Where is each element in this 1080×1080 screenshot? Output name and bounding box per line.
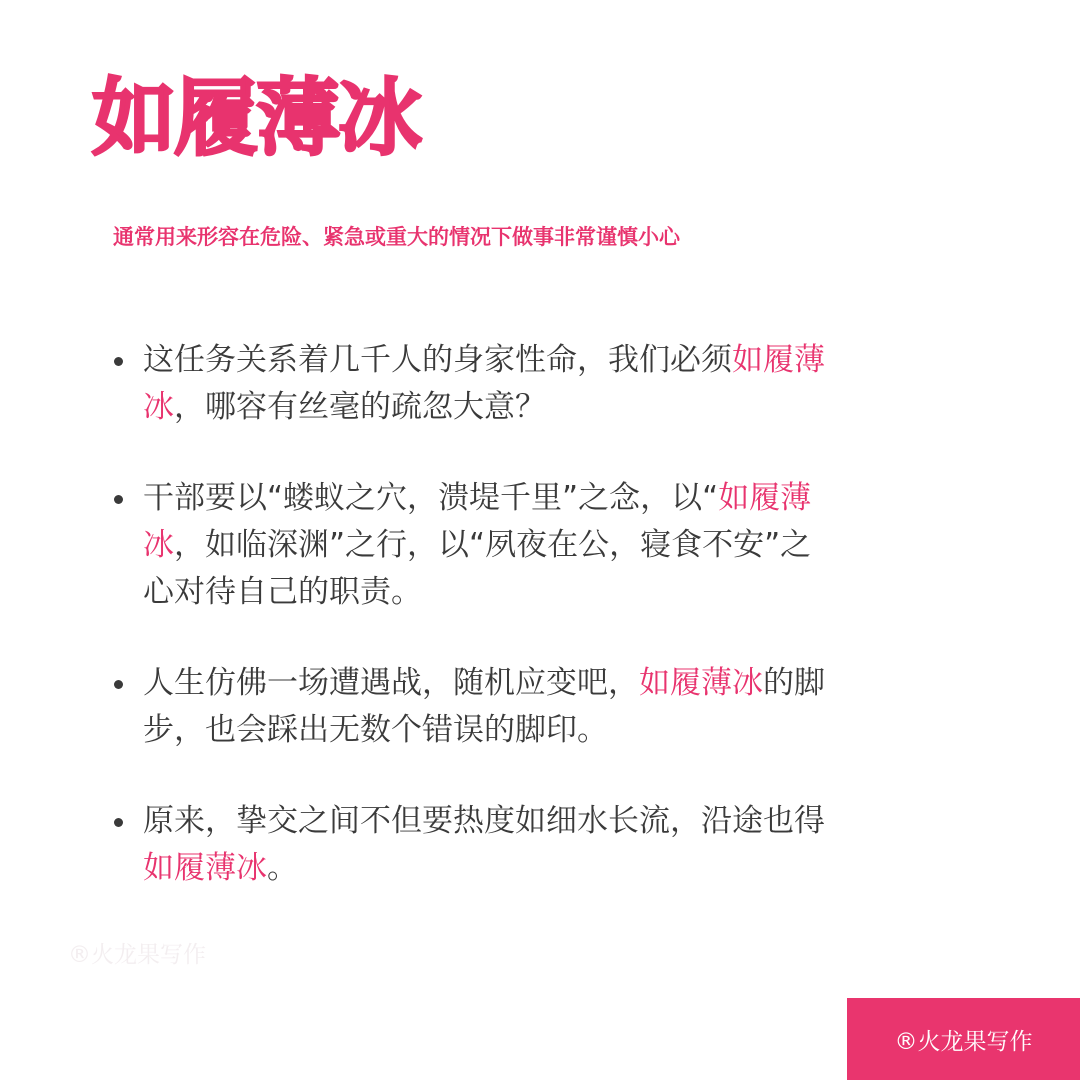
idiom-title: 如履薄冰 xyxy=(92,69,421,167)
brand-badge xyxy=(847,998,1080,1080)
example-text-before: 原来，挚交之间不但要热度如细水长流，沿途也得 xyxy=(143,803,825,839)
example-highlight: 如履薄冰 xyxy=(143,850,267,886)
example-sentence xyxy=(110,798,840,892)
bullet-dot-icon xyxy=(114,495,123,504)
example-sentence xyxy=(110,475,840,616)
faint-watermark: ®火龙果写作 xyxy=(68,942,206,968)
example-text-after: ，如临深渊”之行，以“夙夜在公，寝食不安”之心对待自己的职责。 xyxy=(143,527,812,610)
example-text-after: ，哪容有丝毫的疏忽大意？ xyxy=(174,389,546,425)
bullet-dot-icon xyxy=(114,818,123,827)
example-sentence xyxy=(110,337,840,431)
example-sentence-list xyxy=(110,337,840,936)
example-text-before: 干部要以“蝼蚁之穴，溃堤千里”之念，以“ xyxy=(143,480,719,516)
example-text-after: 。 xyxy=(267,850,298,886)
example-highlight: 如履薄冰 xyxy=(143,342,825,425)
example-text-after: 的脚步，也会踩出无数个错误的脚印。 xyxy=(143,665,825,748)
brand-badge-label: ®火龙果写作 xyxy=(894,1028,1033,1055)
example-highlight: 如履薄冰 xyxy=(143,480,812,563)
example-sentence xyxy=(110,660,840,754)
example-highlight: 如履薄冰 xyxy=(639,665,763,701)
idiom-definition: 通常用来形容在危险、紧急或重大的情况下做事非常谨慎小心 xyxy=(113,225,680,249)
example-text-before: 这任务关系着几千人的身家性命，我们必须 xyxy=(143,342,732,378)
bullet-dot-icon xyxy=(114,680,123,689)
bullet-dot-icon xyxy=(114,357,123,366)
example-text-before: 人生仿佛一场遭遇战，随机应变吧， xyxy=(143,665,639,701)
